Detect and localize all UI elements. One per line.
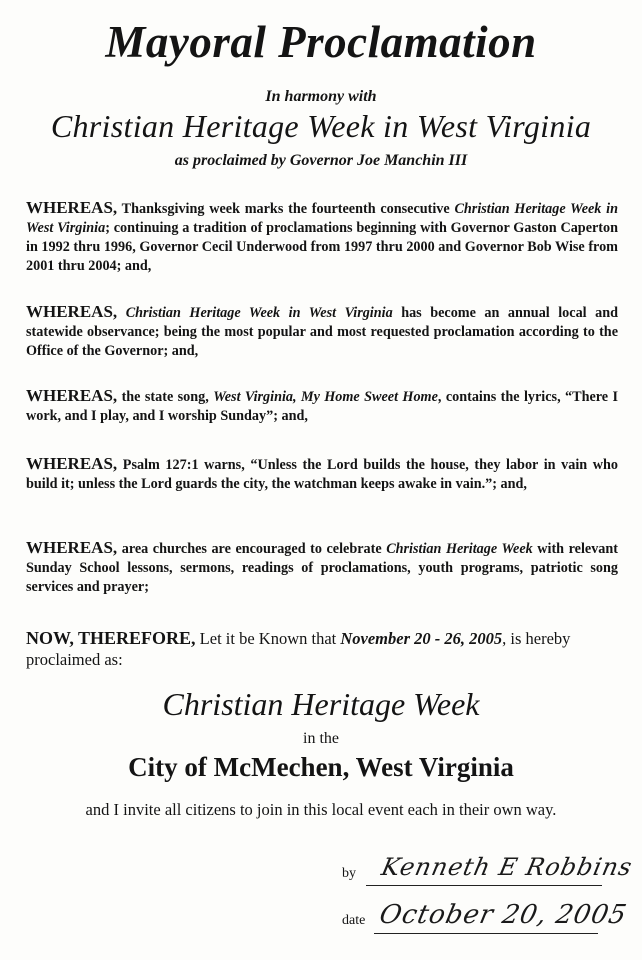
whereas-text [117,305,126,321]
governor-line: as proclaimed by Governor Joe Manchin III [174,152,468,169]
whereas-text: ; continuing a tradition of proclamations beginning with Governor Gaston Caperton in 1992 thru 1996, Governor Cecil Underwood from 1997 thru 2000 and Governor Bob Wise from 2001 thru 2004; and, [26,220,618,274]
whereas-paragraph-5 [26,538,618,597]
date-label: date [342,913,366,928]
signature-name: Kenneth E Robbins [379,853,636,881]
proclaimed-event-name: Christian Heritage Week [162,686,480,722]
whereas-italic: Christian Heritage Week [386,541,533,557]
whereas-lead: WHEREAS, [26,538,118,557]
in-the-text: in the [303,730,339,747]
whereas-paragraph-2 [26,302,618,361]
whereas-text: , contains the lyrics, “There I work, and I play, and I worship Sunday”; and, [26,389,619,424]
now-therefore-paragraph [26,628,618,670]
now-therefore-lead: NOW, THEREFORE, [26,628,196,648]
whereas-italic: Christian Heritage Week in West Virginia [26,201,618,236]
whereas-text: has become an annual local and statewide observance; being the most popular and most requested proclamation according to the Office of the Governor; and, [26,305,618,359]
date-line [374,933,598,934]
by-label: by [342,866,356,881]
whereas-text: the state song, [117,389,214,405]
whereas-italic: West Virginia, My Home Sweet Home [213,389,438,405]
document-title: Mayoral Proclamation [105,17,537,67]
whereas-lead: WHEREAS, [26,386,118,405]
city-name: City of McMechen, West Virginia [128,752,514,782]
whereas-paragraph-4 [26,454,618,494]
whereas-lead: WHEREAS, [26,454,118,473]
signature-date: October 20, 2005 [376,900,630,930]
whereas-text: Thanksgiving week marks the fourteenth consecutive [117,201,455,217]
whereas-text: Psalm 127:1 warns, “Unless the Lord builds the house, they labor in vain who build it; unless the Lord guards the city, the watchman keeps awake in vain.”; and, [26,457,618,492]
event-dates: November 20 - 26, 2005 [340,629,503,648]
whereas-paragraph-1 [26,198,618,276]
now-therefore-text: , is hereby proclaimed as: [26,629,571,669]
now-therefore-text: Let it be Known that [195,629,341,648]
whereas-paragraph-3 [26,386,618,426]
whereas-text: area churches are encouraged to celebrate [117,541,387,557]
whereas-italic: Christian Heritage Week in West Virginia [125,305,393,321]
whereas-lead: WHEREAS, [26,198,118,217]
harmony-subtitle: In harmony with [265,88,377,105]
signature-line [366,885,602,886]
invitation-text: and I invite all citizens to join in this local event each in their own way. [85,800,557,819]
whereas-lead: WHEREAS, [26,302,118,321]
event-heading: Christian Heritage Week in West Virginia [50,108,592,144]
whereas-text: with relevant Sunday School lessons, sermons, readings of proclamations, youth programs, patriotic song services and prayer; [26,541,618,595]
